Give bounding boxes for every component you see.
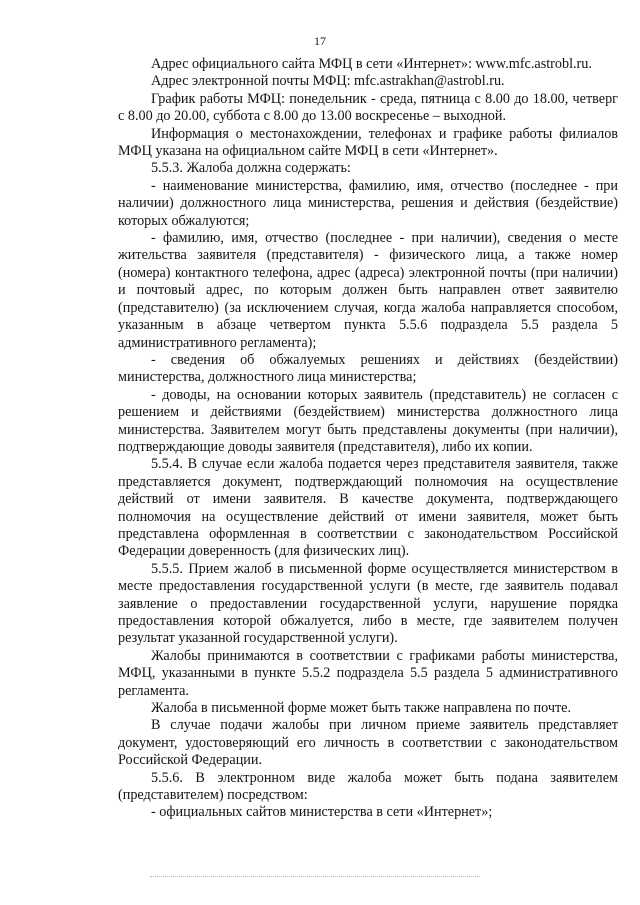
paragraph-schedules: Жалобы принимаются в соответствии с графиками работы министерства, МФЦ, указанными в пункте 5.5.2 подраздела 5.5 раздела 5 административного регламента.: [118, 647, 618, 699]
list-item-appealed-decisions: - сведения об обжалуемых решениях и действиях (бездействии) министерства, должностного лица министерства;: [118, 351, 618, 386]
paragraph-by-mail: Жалоба в письменной форме может быть также направлена по почте.: [151, 700, 572, 717]
list-item-applicant-details: - фамилию, имя, отчество (последнее - при наличии), сведения о месте жительства заявителя (представителя) - физического лица, а также номер (номера) контактного телефона, адрес (адреса) электронной почты (при наличии) и почтовый адрес, по которым должен быть направлен ответ заявителю (представителю) (за исключением случая, когда жалоба направляется способом, указанным в абзаце четвертом пункта 5.5.6 подраздела 5.5 раздела 5 административного регламента);: [118, 230, 618, 351]
paragraph-5-5-6: 5.5.6. В электронном виде жалоба может быть подана заявителем (представителем) посредством:: [118, 769, 618, 804]
paragraph-personal-reception: В случае подачи жалобы при личном приеме заявитель представляет документ, удостоверяющий его личность в соответствии с законодательством Российской Федерации.: [118, 717, 618, 769]
document-body: [118, 56, 618, 822]
paragraph-5-5-3: 5.5.3. Жалоба должна содержать:: [151, 160, 351, 177]
paragraph-mfc-branches: Информация о местонахождении, телефонах и графике работы филиалов МФЦ указана на официальном сайте МФЦ в сети «Интернет».: [118, 125, 618, 160]
list-item-official-websites: - официальных сайтов министерства в сети «Интернет»;: [151, 804, 493, 821]
list-item-arguments: - доводы, на основании которых заявитель (представитель) не согласен с решением и действиями (бездействием) министерства должностного лица министерства. Заявителем могут быть представлены документы (при наличии), подтверждающие доводы заявителя (представителя), либо их копии.: [118, 386, 618, 455]
scan-edge-divider: [150, 876, 480, 877]
paragraph-5-5-4: 5.5.4. В случае если жалоба подается через представителя заявителя, также представляется документ, подтверждающий полномочия на осуществление действий от имени заявителя. В качестве документа, подтверждающего полномочия на осуществление действий от имени заявителя, может быть представлена оформленная в соответствии с законодательством Российской Федерации доверенность (для физических лиц).: [118, 456, 618, 560]
paragraph-mfc-schedule: График работы МФЦ: понедельник - среда, пятница с 8.00 до 18.00, четверг с 8.00 до 20.00, суббота с 8.00 до 13.00 воскресенье – выходной.: [118, 90, 618, 125]
page-number: 17: [314, 34, 326, 48]
paragraph-mfc-email: Адрес электронной почты МФЦ: mfc.astrakhan@astrobl.ru.: [151, 73, 505, 90]
list-item-ministry-name: - наименование министерства, фамилию, имя, отчество (последнее - при наличии) должностного лица министерства, решения и действия (бездействие) которых обжалуются;: [118, 177, 618, 229]
paragraph-mfc-website: Адрес официального сайта МФЦ в сети «Интернет»: www.mfc.astrobl.ru.: [151, 56, 592, 72]
paragraph-5-5-5: 5.5.5. Прием жалоб в письменной форме осуществляется министерством в месте предоставления государственной услуги (в месте, где заявитель подавал заявление о предоставлении государственной услуги, нарушение порядка предоставления которой обжалуется, либо в месте, где заявителем получен результат указанной государственной услуги).: [118, 560, 618, 647]
